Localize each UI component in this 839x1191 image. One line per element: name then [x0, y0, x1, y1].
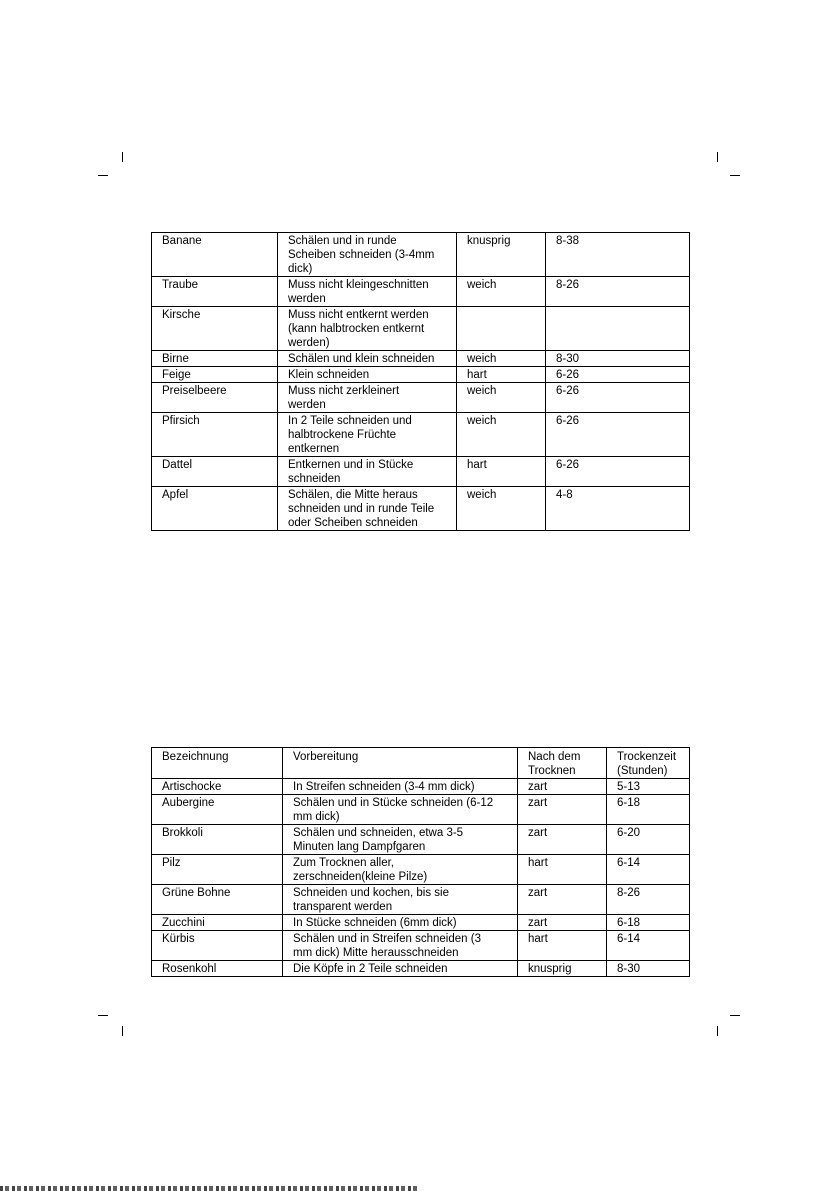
- drying-time-cell: 6-26: [546, 457, 690, 487]
- crop-mark-bottom-right-vertical: [717, 1026, 718, 1036]
- vegetable-name-cell: Kürbis: [152, 931, 283, 961]
- table-row: [152, 855, 690, 885]
- texture-cell: zart: [518, 795, 607, 825]
- preparation-cell: Schneiden und kochen, bis sie transparent werden: [283, 885, 518, 915]
- vegetable-name-cell: Rosenkohl: [152, 961, 283, 977]
- vegetable-name-cell: Artischocke: [152, 779, 283, 795]
- vegetable-name-cell: Pilz: [152, 855, 283, 885]
- fruit-drying-table: [151, 232, 690, 531]
- drying-time-cell: 6-18: [607, 795, 690, 825]
- preparation-cell: Muss nicht kleingeschnitten werden: [278, 277, 457, 307]
- crop-mark-bottom-left-vertical: [122, 1026, 123, 1036]
- drying-time-cell: 8-38: [546, 233, 690, 277]
- preparation-cell: Zum Trocknen aller, zerschneiden(kleine Pilze): [283, 855, 518, 885]
- preparation-cell: Schälen und in Stücke schneiden (6-12 mm dick): [283, 795, 518, 825]
- preparation-cell: Die Köpfe in 2 Teile schneiden: [283, 961, 518, 977]
- texture-cell: weich: [457, 487, 546, 531]
- vegetable-drying-table: [151, 747, 690, 977]
- drying-time-cell: [546, 307, 690, 351]
- drying-time-cell: 5-13: [607, 779, 690, 795]
- texture-cell: zart: [518, 825, 607, 855]
- table-row: [152, 825, 690, 855]
- preparation-cell: Schälen, die Mitte heraus schneiden und in runde Teile oder Scheiben schneiden: [278, 487, 457, 531]
- table-row: [152, 961, 690, 977]
- crop-mark-bottom-right-horizontal: [730, 1015, 740, 1016]
- texture-cell: hart: [518, 855, 607, 885]
- drying-time-cell: 6-20: [607, 825, 690, 855]
- preparation-cell: Schälen und klein schneiden: [278, 351, 457, 367]
- fruit-name-cell: Dattel: [152, 457, 278, 487]
- preparation-cell: Schälen und schneiden, etwa 3-5 Minuten lang Dampfgaren: [283, 825, 518, 855]
- header-texture: Nach dem Trocknen: [518, 748, 607, 779]
- crop-mark-bottom-left-horizontal: [98, 1015, 108, 1016]
- texture-cell: zart: [518, 779, 607, 795]
- table-header-row: [152, 748, 690, 779]
- table-row: [152, 885, 690, 915]
- crop-mark-top-left-horizontal: [98, 175, 108, 176]
- texture-cell: knusprig: [457, 233, 546, 277]
- texture-cell: weich: [457, 351, 546, 367]
- table-row: [152, 795, 690, 825]
- drying-time-cell: 6-26: [546, 413, 690, 457]
- fruit-name-cell: Banane: [152, 233, 278, 277]
- drying-time-cell: 6-14: [607, 855, 690, 885]
- vegetable-name-cell: Brokkoli: [152, 825, 283, 855]
- vegetable-name-cell: Aubergine: [152, 795, 283, 825]
- table-row: [152, 367, 690, 383]
- texture-cell: hart: [457, 367, 546, 383]
- drying-time-cell: 8-30: [607, 961, 690, 977]
- table-row: [152, 233, 690, 277]
- vegetable-name-cell: Zucchini: [152, 915, 283, 931]
- table-row: [152, 915, 690, 931]
- table-row: [152, 413, 690, 457]
- drying-time-cell: 6-26: [546, 367, 690, 383]
- header-name: Bezeichnung: [152, 748, 283, 779]
- crop-mark-top-left-vertical: [122, 152, 123, 162]
- fruit-name-cell: Apfel: [152, 487, 278, 531]
- table-row: [152, 457, 690, 487]
- table-row: [152, 307, 690, 351]
- texture-cell: [457, 307, 546, 351]
- fruit-name-cell: Kirsche: [152, 307, 278, 351]
- header-preparation: Vorbereitung: [283, 748, 518, 779]
- table-row: [152, 351, 690, 367]
- crop-mark-top-right-vertical: [717, 152, 718, 162]
- texture-cell: hart: [457, 457, 546, 487]
- texture-cell: weich: [457, 383, 546, 413]
- fruit-name-cell: Feige: [152, 367, 278, 383]
- preparation-cell: In Streifen schneiden (3-4 mm dick): [283, 779, 518, 795]
- drying-time-cell: 8-30: [546, 351, 690, 367]
- preparation-cell: Schälen und in runde Scheiben schneiden (3-4mm dick): [278, 233, 457, 277]
- drying-time-cell: 6-14: [607, 931, 690, 961]
- scan-artifact: [0, 1186, 420, 1191]
- drying-time-cell: 4-8: [546, 487, 690, 531]
- texture-cell: weich: [457, 413, 546, 457]
- drying-time-cell: 6-18: [607, 915, 690, 931]
- texture-cell: zart: [518, 885, 607, 915]
- table-row: [152, 487, 690, 531]
- header-drying-time: Trockenzeit (Stunden): [607, 748, 690, 779]
- fruit-name-cell: Birne: [152, 351, 278, 367]
- drying-time-cell: 6-26: [546, 383, 690, 413]
- fruit-name-cell: Preiselbeere: [152, 383, 278, 413]
- texture-cell: knusprig: [518, 961, 607, 977]
- preparation-cell: Muss nicht zerkleinert werden: [278, 383, 457, 413]
- preparation-cell: In Stücke schneiden (6mm dick): [283, 915, 518, 931]
- table-row: [152, 931, 690, 961]
- preparation-cell: Schälen und in Streifen schneiden (3 mm dick) Mitte herausschneiden: [283, 931, 518, 961]
- drying-time-cell: 8-26: [607, 885, 690, 915]
- texture-cell: weich: [457, 277, 546, 307]
- table-row: [152, 277, 690, 307]
- texture-cell: zart: [518, 915, 607, 931]
- preparation-cell: Muss nicht entkernt werden (kann halbtrocken entkernt werden): [278, 307, 457, 351]
- fruit-name-cell: Pfirsich: [152, 413, 278, 457]
- preparation-cell: In 2 Teile schneiden und halbtrockene Früchte entkernen: [278, 413, 457, 457]
- fruit-name-cell: Traube: [152, 277, 278, 307]
- crop-mark-top-right-horizontal: [730, 175, 740, 176]
- texture-cell: hart: [518, 931, 607, 961]
- drying-time-cell: 8-26: [546, 277, 690, 307]
- vegetable-name-cell: Grüne Bohne: [152, 885, 283, 915]
- preparation-cell: Entkernen und in Stücke schneiden: [278, 457, 457, 487]
- preparation-cell: Klein schneiden: [278, 367, 457, 383]
- table-row: [152, 383, 690, 413]
- table-row: [152, 779, 690, 795]
